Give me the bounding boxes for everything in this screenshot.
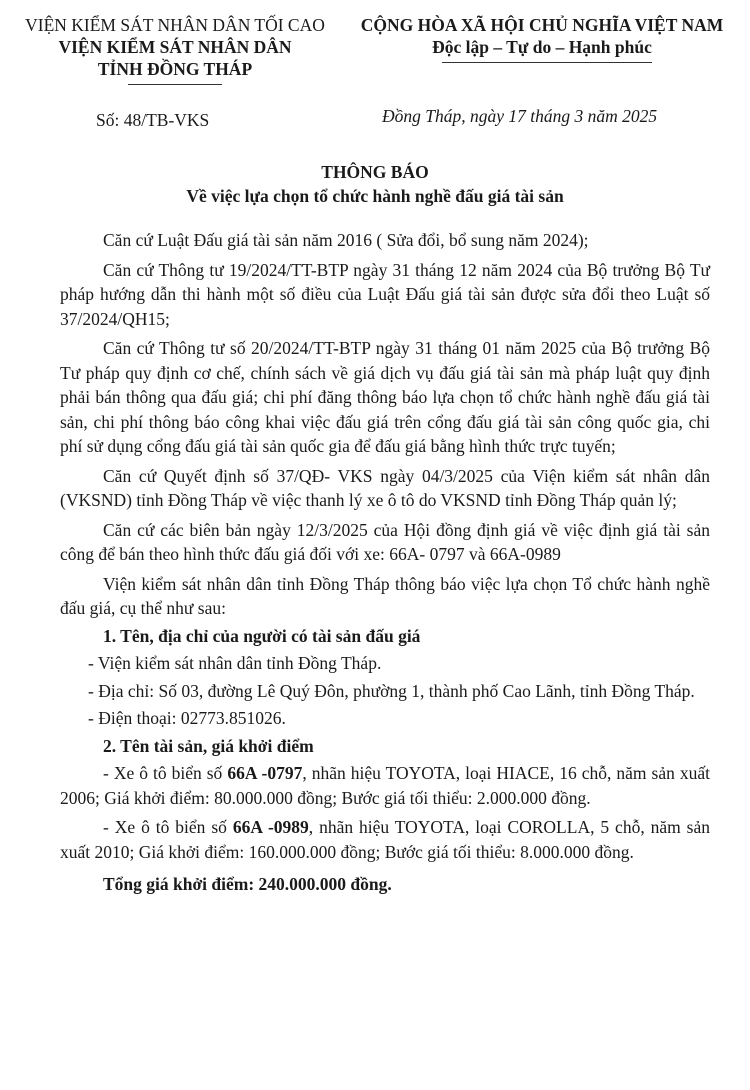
basis-paragraph: Căn cứ Quyết định số 37/QĐ- VKS ngày 04/3/2025 của Viện kiểm sát nhân dân (VKSND) tỉnh Đồng Tháp về việc thanh lý xe ô tô do VKSND tỉnh Đồng Tháp quản lý; bbox=[60, 465, 710, 510]
license-plate: 66A -0797 bbox=[227, 763, 303, 783]
document-subtitle: Về việc lựa chọn tổ chức hành nghề đấu giá tài sản bbox=[186, 186, 564, 206]
asset-item-1 bbox=[60, 761, 710, 810]
owner-line: - Viện kiểm sát nhân dân tỉnh Đồng Tháp. bbox=[88, 653, 382, 673]
asset-details: , nhãn hiệu TOYOTA, loại COROLLA, 5 chỗ, năm sản xuất 2010; Giá khởi điểm: 160.000.000 đồng; Bước giá tối thiểu: 8.000.000 đồng. bbox=[60, 817, 711, 862]
asset-item-2 bbox=[60, 815, 710, 864]
agency-name: VIỆN KIỂM SÁT NHÂN DÂN bbox=[58, 37, 292, 57]
agency-parent: VIỆN KIỂM SÁT NHÂN DÂN TỐI CAO bbox=[25, 15, 325, 35]
agency-province: TỈNH ĐỒNG THÁP bbox=[97, 59, 253, 79]
document-body bbox=[60, 228, 710, 902]
agency-underline bbox=[128, 84, 222, 85]
address-line: - Địa chỉ: Số 03, đường Lê Quý Đôn, phường 1, thành phố Cao Lãnh, tỉnh Đồng Tháp. bbox=[88, 680, 695, 701]
document-title-block bbox=[0, 160, 750, 208]
document-title: THÔNG BÁO bbox=[321, 162, 429, 182]
total-starting-price: Tổng giá khởi điểm: 240.000.000 đồng. bbox=[103, 874, 392, 894]
basis-paragraph: Căn cứ Thông tư số 20/2024/TT-BTP ngày 31 tháng 01 năm 2025 của Bộ trưởng Bộ Tư pháp quy định cơ chế, chính sách về giá dịch vụ đấu giá tài sản mà pháp luật quy định phải bán thông qua đấu giá; chi phí đăng thông báo lựa chọn tổ chức hành nghề đấu giá tài sản, chi phí thông báo công khai việc đấu giá trên cổng đấu giá tài sản công quốc gia, chi phí sử dụng cổng đấu giá tài sản quốc gia để đấu giá bằng hình thức trực tuyến; bbox=[60, 338, 710, 456]
place-date: Đồng Tháp, ngày 17 tháng 3 năm 2025 bbox=[382, 106, 658, 126]
intro-paragraph: Viện kiểm sát nhân dân tỉnh Đồng Tháp thông báo việc lựa chọn Tổ chức hành nghề đấu giá, cụ thể như sau: bbox=[60, 573, 710, 618]
basis-paragraph: Căn cứ Luật Đấu giá tài sản năm 2016 ( Sửa đổi, bổ sung năm 2024); bbox=[103, 230, 589, 250]
section-1-heading: 1. Tên, địa chỉ của người có tài sản đấu giá bbox=[103, 625, 421, 646]
nation-name: CỘNG HÒA XÃ HỘI CHỦ NGHĨA VIỆT NAM bbox=[360, 15, 724, 35]
asset-prefix: - Xe ô tô biển số bbox=[103, 817, 233, 837]
section-2-heading: 2. Tên tài sản, giá khởi điểm bbox=[103, 735, 314, 756]
phone-line: - Điện thoại: 02773.851026. bbox=[88, 708, 286, 728]
national-motto: Độc lập – Tự do – Hạnh phúc bbox=[432, 37, 652, 57]
basis-paragraph: Căn cứ Thông tư 19/2024/TT-BTP ngày 31 tháng 12 năm 2024 của Bộ trưởng Bộ Tư pháp hướng dẫn thi hành một số điều của Luật Đấu giá tài sản được sửa đổi theo Luật số 37/2024/QH15; bbox=[60, 259, 710, 329]
basis-paragraph: Căn cứ các biên bản ngày 12/3/2025 của Hội đồng định giá về việc định giá tài sản công để bán theo hình thức đấu giá đối với xe: 66A- 0797 và 66A-0989 bbox=[60, 519, 710, 564]
asset-details: , nhãn hiệu TOYOTA, loại HIACE, 16 chỗ, năm sản xuất 2006; Giá khởi điểm: 80.000.000 đồng; Bước giá tối thiểu: 2.000.000 đồng. bbox=[60, 763, 711, 808]
agency-header bbox=[0, 14, 350, 80]
motto-underline bbox=[442, 62, 652, 63]
document-number: Số: 48/TB-VKS bbox=[96, 110, 210, 130]
license-plate: 66A -0989 bbox=[232, 817, 309, 837]
asset-prefix: - Xe ô tô biển số bbox=[103, 763, 228, 783]
national-header bbox=[352, 14, 732, 58]
